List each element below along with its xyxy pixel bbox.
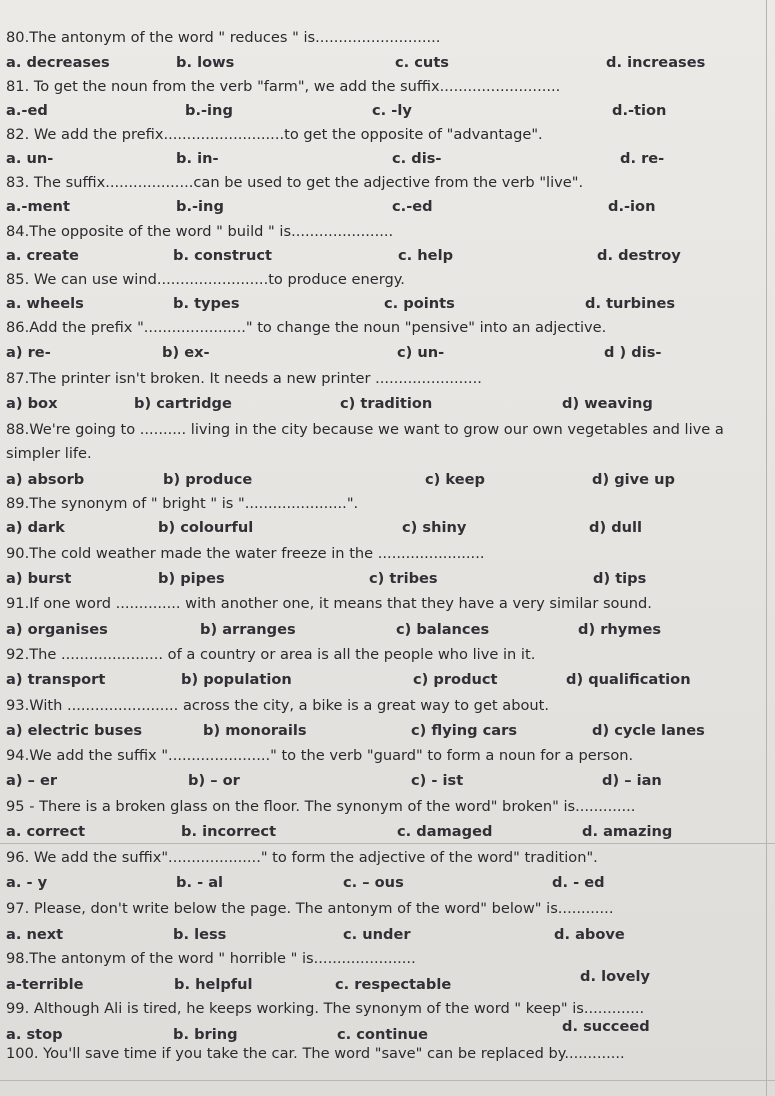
option: c. damaged <box>397 823 493 840</box>
option: d. increases <box>606 54 706 71</box>
option: d. destroy <box>597 247 681 264</box>
option: d) weaving <box>562 395 653 412</box>
option: c) un- <box>397 344 445 361</box>
question-95: 95 - There is a broken glass on the floor. The synonym of the word" broken" is............. <box>6 798 636 815</box>
question-96: 96. We add the suffix"...................." to form the adjective of the word" tradition". <box>6 849 598 866</box>
option: b) pipes <box>158 570 225 587</box>
option: c. continue <box>337 1026 428 1043</box>
option: c. cuts <box>395 54 449 71</box>
option: d. above <box>554 926 625 943</box>
option: d.-tion <box>612 102 667 119</box>
option: a. decreases <box>6 54 110 71</box>
option: a. correct <box>6 823 86 840</box>
option: b) population <box>181 671 292 688</box>
option: b. helpful <box>174 976 253 993</box>
question-92: 92.The ...................... of a country or area is all the people who live in it. <box>6 646 536 663</box>
option: c) - ist <box>411 772 464 789</box>
option: d. - ed <box>552 874 605 891</box>
option: d) – ian <box>602 772 662 789</box>
question-83: 83. The suffix...................can be used to get the adjective from the verb "live". <box>6 174 584 191</box>
option: d ) dis- <box>604 344 662 361</box>
question-80: 80.The antonym of the word " reduces " is........................... <box>6 29 441 46</box>
option: b. in- <box>176 150 219 167</box>
question-88: 88.We're going to .......... living in the city because we want to grow our own vegetables and live a simpler life. <box>6 421 724 462</box>
option: d) tips <box>593 570 647 587</box>
option: c. dis- <box>392 150 442 167</box>
option: b.-ing <box>185 102 233 119</box>
bottom-rule <box>0 1080 775 1081</box>
option: d) qualification <box>566 671 691 688</box>
option: d) cycle lanes <box>592 722 705 739</box>
option: a-terrible <box>6 976 84 993</box>
option: b) monorails <box>203 722 307 739</box>
option: b. incorrect <box>181 823 277 840</box>
question-82: 82. We add the prefix..........................to get the opposite of "advantage". <box>6 126 543 143</box>
option: a) organises <box>6 621 108 638</box>
option: d. amazing <box>582 823 673 840</box>
option: c. – ous <box>343 874 404 891</box>
option: c. -ly <box>372 102 412 119</box>
page-edge <box>766 0 767 1096</box>
option: b) produce <box>163 471 253 488</box>
question-87: 87.The printer isn't broken. It needs a new printer ....................... <box>6 370 482 387</box>
option: a) – er <box>6 772 58 789</box>
option: b) arranges <box>200 621 296 638</box>
option: a. wheels <box>6 295 84 312</box>
option: b) ex- <box>162 344 210 361</box>
option: a) burst <box>6 570 72 587</box>
question-98: 98.The antonym of the word " horrible " is...................... <box>6 950 416 967</box>
question-97: 97. Please, don't write below the page. The antonym of the word" below" is............ <box>6 900 614 917</box>
option: a. stop <box>6 1026 63 1043</box>
question-94: 94.We add the suffix "......................" to the verb "guard" to form a noun for a person. <box>6 747 634 764</box>
question-91: 91.If one word .............. with another one, it means that they have a very similar sound. <box>6 595 652 612</box>
option: a. - y <box>6 874 48 891</box>
option: a. create <box>6 247 79 264</box>
option: a) absorb <box>6 471 85 488</box>
option: b) colourful <box>158 519 254 536</box>
divider <box>0 843 775 844</box>
option: c. respectable <box>335 976 452 993</box>
option: b.-ing <box>176 198 224 215</box>
option: d) give up <box>592 471 675 488</box>
question-93: 93.With ........................ across the city, a bike is a great way to get about. <box>6 697 550 714</box>
option: b) – or <box>188 772 240 789</box>
option: a. next <box>6 926 64 943</box>
option: c. points <box>384 295 455 312</box>
question-89: 89.The synonym of " bright " is "......................". <box>6 495 359 512</box>
option: a) electric buses <box>6 722 143 739</box>
option: b. types <box>173 295 240 312</box>
option: a) re- <box>6 344 51 361</box>
option: d. turbines <box>585 295 676 312</box>
question-99: 99. Although Ali is tired, he keeps working. The synonym of the word " keep" is............. <box>6 1000 645 1017</box>
option: c) tradition <box>340 395 433 412</box>
option: b. lows <box>176 54 235 71</box>
option: b. less <box>173 926 227 943</box>
option: a) transport <box>6 671 106 688</box>
question-90: 90.The cold weather made the water freeze in the ....................... <box>6 545 485 562</box>
option: b. bring <box>173 1026 238 1043</box>
option: c.-ed <box>392 198 433 215</box>
option: a) box <box>6 395 58 412</box>
option: d) dull <box>589 519 643 536</box>
option: c) balances <box>396 621 490 638</box>
option: b. construct <box>173 247 273 264</box>
question-84: 84.The opposite of the word " build " is...................... <box>6 223 394 240</box>
question-85: 85. We can use wind........................to produce energy. <box>6 271 405 288</box>
option: b. - al <box>176 874 224 891</box>
option: d) rhymes <box>578 621 662 638</box>
option: c) tribes <box>369 570 438 587</box>
option: d. re- <box>620 150 665 167</box>
option: a.-ment <box>6 198 70 215</box>
option: c. under <box>343 926 411 943</box>
option: d. succeed <box>562 1018 650 1035</box>
option: d. lovely <box>580 968 651 985</box>
option: a. un- <box>6 150 54 167</box>
option: c) shiny <box>402 519 467 536</box>
option: c) keep <box>425 471 485 488</box>
option: a) dark <box>6 519 65 536</box>
option: b) cartridge <box>134 395 232 412</box>
question-86: 86.Add the prefix "......................" to change the noun "pensive" into an adjective. <box>6 319 607 336</box>
question-100: 100. You'll save time if you take the car. The word "save" can be replaced by............. <box>6 1045 625 1062</box>
option: c. help <box>398 247 454 264</box>
option: c) product <box>413 671 498 688</box>
option: a.-ed <box>6 102 48 119</box>
option: c) flying cars <box>411 722 518 739</box>
option: d.-ion <box>608 198 656 215</box>
question-81: 81. To get the noun from the verb "farm", we add the suffix.......................... <box>6 78 561 95</box>
